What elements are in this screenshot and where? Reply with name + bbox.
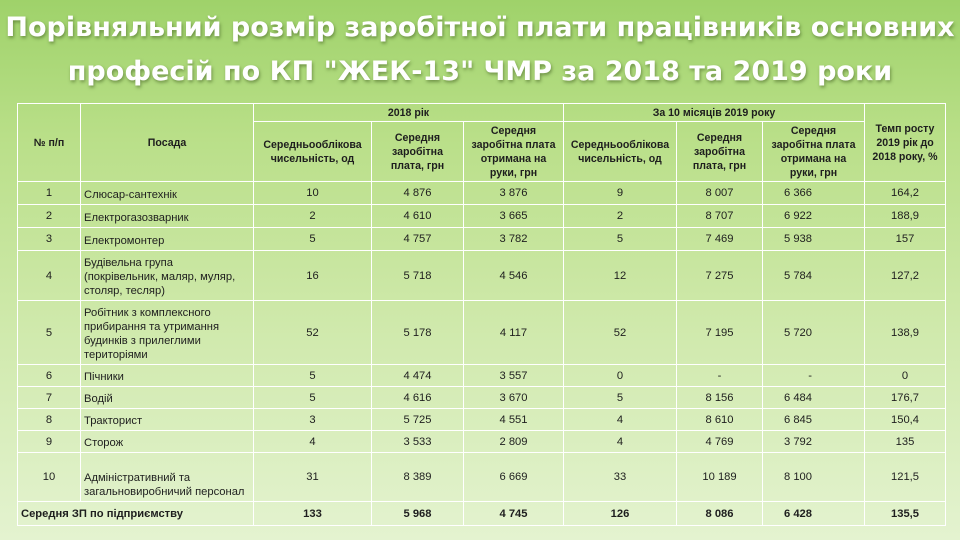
cell-net-2018: 3 670 [464, 387, 564, 409]
cell-net-2019: 5 938 [763, 228, 865, 251]
table-row [18, 365, 946, 387]
cell-growth: 121,5 [865, 453, 946, 502]
cell-position: Адміністративний та загальновиробничий персонал [81, 453, 254, 502]
cell-headcount-2018: 4 [254, 431, 372, 453]
cell-num: 2 [18, 205, 81, 228]
cell-num: 10 [18, 453, 81, 502]
cell-net-2019: 6 845 [763, 409, 865, 431]
cell-num: 6 [18, 365, 81, 387]
cell-salary-2018: 4 757 [372, 228, 464, 251]
footer-headcount-2019: 126 [564, 502, 677, 526]
cell-headcount-2018: 3 [254, 409, 372, 431]
cell-net-2019: 6 484 [763, 387, 865, 409]
cell-growth: 0 [865, 365, 946, 387]
cell-headcount-2019: 2 [564, 205, 677, 228]
cell-net-2018: 3 557 [464, 365, 564, 387]
table-row [18, 409, 946, 431]
cell-num: 5 [18, 301, 81, 365]
table-row [18, 387, 946, 409]
cell-position: Електрогазозварник [81, 205, 254, 228]
cell-headcount-2018: 31 [254, 453, 372, 502]
cell-num: 1 [18, 182, 81, 205]
header-position: Посада [81, 104, 254, 182]
cell-growth: 135 [865, 431, 946, 453]
cell-net-2018: 2 809 [464, 431, 564, 453]
cell-net-2019: 3 792 [763, 431, 865, 453]
cell-headcount-2018: 5 [254, 365, 372, 387]
header-headcount-2019: Середньооблікова чисельність, од [564, 122, 677, 182]
cell-position: Слюсар-сантехнік [81, 182, 254, 205]
cell-position: Пічники [81, 365, 254, 387]
footer-net-2019: 6 428 [763, 502, 865, 526]
cell-net-2018: 4 117 [464, 301, 564, 365]
cell-position: Водій [81, 387, 254, 409]
table-row [18, 182, 946, 205]
cell-net-2019: 6 922 [763, 205, 865, 228]
cell-net-2019: - [763, 365, 865, 387]
footer-net-2018: 4 745 [464, 502, 564, 526]
cell-growth: 127,2 [865, 251, 946, 301]
cell-net-2018: 4 551 [464, 409, 564, 431]
cell-net-2018: 3 782 [464, 228, 564, 251]
cell-salary-2018: 5 718 [372, 251, 464, 301]
header-net-2018: Середня заробітна плата отримана на руки, грн [464, 122, 564, 182]
table-row [18, 301, 946, 365]
table-footer-row [18, 502, 946, 526]
cell-headcount-2018: 16 [254, 251, 372, 301]
cell-headcount-2019: 4 [564, 431, 677, 453]
cell-salary-2019: 10 189 [677, 453, 763, 502]
cell-growth: 138,9 [865, 301, 946, 365]
cell-salary-2018: 4 876 [372, 182, 464, 205]
header-salary-2018: Середня заробітна плата, грн [372, 122, 464, 182]
cell-headcount-2018: 10 [254, 182, 372, 205]
cell-growth: 176,7 [865, 387, 946, 409]
cell-salary-2019: 7 469 [677, 228, 763, 251]
cell-salary-2019: - [677, 365, 763, 387]
cell-headcount-2018: 2 [254, 205, 372, 228]
cell-net-2019: 6 366 [763, 182, 865, 205]
cell-net-2018: 3 665 [464, 205, 564, 228]
cell-position: Сторож [81, 431, 254, 453]
slide-title [0, 6, 960, 94]
footer-growth: 135,5 [865, 502, 946, 526]
cell-position: Електромонтер [81, 228, 254, 251]
cell-salary-2018: 4 610 [372, 205, 464, 228]
cell-salary-2019: 7 195 [677, 301, 763, 365]
cell-net-2019: 5 720 [763, 301, 865, 365]
cell-salary-2018: 5 725 [372, 409, 464, 431]
cell-position: Тракторист [81, 409, 254, 431]
cell-salary-2019: 4 769 [677, 431, 763, 453]
cell-headcount-2019: 5 [564, 387, 677, 409]
table-row [18, 453, 946, 502]
cell-growth: 157 [865, 228, 946, 251]
cell-headcount-2019: 0 [564, 365, 677, 387]
cell-net-2018: 3 876 [464, 182, 564, 205]
cell-salary-2019: 8 007 [677, 182, 763, 205]
header-net-2019: Середня заробітна плата отримана на руки, грн [763, 122, 865, 182]
cell-num: 4 [18, 251, 81, 301]
footer-label: Середня ЗП по підприємству [18, 502, 254, 526]
cell-net-2019: 8 100 [763, 453, 865, 502]
cell-salary-2019: 8 610 [677, 409, 763, 431]
title-line-1: Порівняльний розмір заробітної плати працівників основних [5, 12, 955, 43]
header-2018: 2018 рік [254, 104, 564, 122]
cell-num: 9 [18, 431, 81, 453]
header-headcount-2018: Середньооблікова чисельність, од [254, 122, 372, 182]
cell-salary-2018: 8 389 [372, 453, 464, 502]
cell-growth: 150,4 [865, 409, 946, 431]
cell-headcount-2019: 5 [564, 228, 677, 251]
cell-growth: 188,9 [865, 205, 946, 228]
header-2019: За 10 місяців 2019 року [564, 104, 865, 122]
cell-salary-2018: 3 533 [372, 431, 464, 453]
cell-salary-2018: 5 178 [372, 301, 464, 365]
cell-headcount-2019: 12 [564, 251, 677, 301]
cell-salary-2019: 8 707 [677, 205, 763, 228]
header-growth: Темп росту 2019 рік до 2018 року, % [865, 104, 946, 182]
cell-position: Робітник з комплексного прибирання та утримання будинків з прилеглими територіями [81, 301, 254, 365]
cell-headcount-2019: 4 [564, 409, 677, 431]
cell-headcount-2019: 9 [564, 182, 677, 205]
header-salary-2019: Середня заробітна плата, грн [677, 122, 763, 182]
table-row [18, 205, 946, 228]
footer-salary-2019: 8 086 [677, 502, 763, 526]
header-num: № п/п [18, 104, 81, 182]
table-row [18, 251, 946, 301]
salary-table [17, 103, 946, 526]
footer-salary-2018: 5 968 [372, 502, 464, 526]
cell-salary-2018: 4 474 [372, 365, 464, 387]
cell-salary-2019: 8 156 [677, 387, 763, 409]
cell-salary-2019: 7 275 [677, 251, 763, 301]
title-line-2: професій по КП "ЖЕК-13" ЧМР за 2018 та 2019 роки [67, 56, 893, 87]
cell-headcount-2018: 52 [254, 301, 372, 365]
cell-num: 3 [18, 228, 81, 251]
cell-num: 8 [18, 409, 81, 431]
cell-headcount-2018: 5 [254, 387, 372, 409]
cell-headcount-2019: 33 [564, 453, 677, 502]
cell-num: 7 [18, 387, 81, 409]
cell-growth: 164,2 [865, 182, 946, 205]
cell-net-2018: 6 669 [464, 453, 564, 502]
cell-net-2019: 5 784 [763, 251, 865, 301]
cell-position: Будівельна група (покрівельник, маляр, муляр, столяр, тесляр) [81, 251, 254, 301]
cell-net-2018: 4 546 [464, 251, 564, 301]
footer-headcount-2018: 133 [254, 502, 372, 526]
table-row [18, 431, 946, 453]
table-row [18, 228, 946, 251]
cell-headcount-2018: 5 [254, 228, 372, 251]
cell-headcount-2019: 52 [564, 301, 677, 365]
cell-salary-2018: 4 616 [372, 387, 464, 409]
